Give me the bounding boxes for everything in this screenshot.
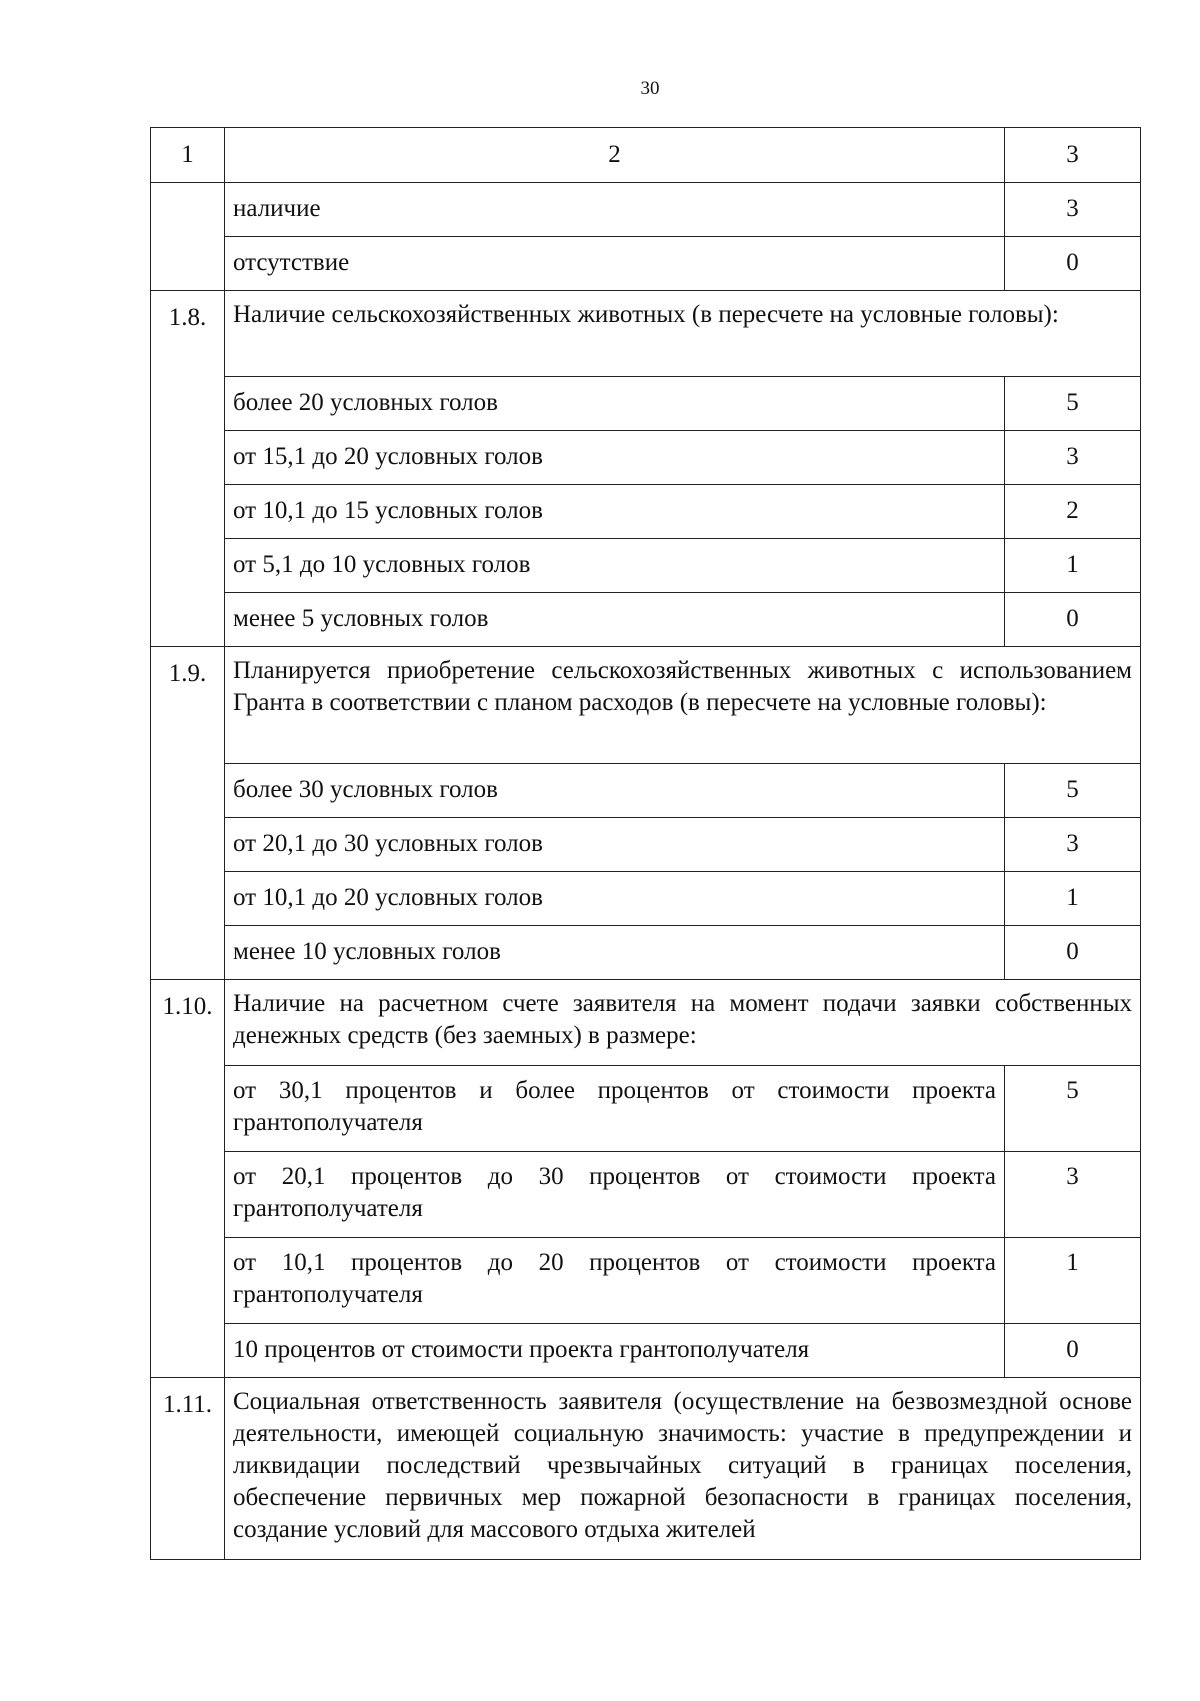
criterion-option: от 15,1 до 20 условных голов bbox=[225, 431, 1005, 485]
criterion-title: Социальная ответственность заявителя (осуществление на безвозмездной основе деятельности, имеющей социальную значимость: участие в предупреждении и ликвидации последствий чрезвычайных ситуаций в границах поселения, обеспечение первичных мер пожарной безопасности в границах поселения, создание условий для массового отдыха жителей bbox=[225, 1378, 1141, 1560]
criterion-number: 1.9. bbox=[151, 647, 225, 980]
table-row bbox=[151, 485, 1141, 539]
score-cell: 5 bbox=[1005, 1066, 1141, 1152]
table-row bbox=[151, 764, 1141, 818]
criterion-number: 1.11. bbox=[151, 1378, 225, 1560]
table-row bbox=[151, 647, 1141, 764]
score-cell: 0 bbox=[1005, 1324, 1141, 1378]
score-cell: 2 bbox=[1005, 485, 1141, 539]
criterion-option: от 10,1 процентов до 20 процентов от стоимости проекта грантополучателя bbox=[225, 1238, 1005, 1324]
header-col-3: 3 bbox=[1005, 128, 1141, 183]
score-cell: 5 bbox=[1005, 764, 1141, 818]
table-row bbox=[151, 818, 1141, 872]
table-row bbox=[151, 237, 1141, 291]
table-row bbox=[151, 1238, 1141, 1324]
criterion-option: более 20 условных голов bbox=[225, 377, 1005, 431]
page-number: 30 bbox=[640, 78, 660, 99]
score-cell: 1 bbox=[1005, 539, 1141, 593]
score-cell: 0 bbox=[1005, 593, 1141, 647]
criterion-option: более 30 условных голов bbox=[225, 764, 1005, 818]
table-row bbox=[151, 593, 1141, 647]
criterion-title: Наличие сельскохозяйственных животных (в пересчете на условные головы): bbox=[225, 291, 1141, 377]
criterion-option: наличие bbox=[225, 183, 1005, 237]
score-cell: 3 bbox=[1005, 183, 1141, 237]
table-row bbox=[151, 183, 1141, 237]
header-col-2: 2 bbox=[225, 128, 1005, 183]
score-cell: 0 bbox=[1005, 926, 1141, 980]
header-col-1: 1 bbox=[151, 128, 225, 183]
table-row bbox=[151, 980, 1141, 1066]
score-cell: 1 bbox=[1005, 872, 1141, 926]
table-row bbox=[151, 1066, 1141, 1152]
score-cell: 5 bbox=[1005, 377, 1141, 431]
table-row bbox=[151, 291, 1141, 377]
score-cell: 3 bbox=[1005, 431, 1141, 485]
criterion-option: от 10,1 до 15 условных голов bbox=[225, 485, 1005, 539]
empty-number-cell bbox=[151, 183, 225, 291]
table-row bbox=[151, 431, 1141, 485]
score-cell: 0 bbox=[1005, 237, 1141, 291]
criterion-number: 1.8. bbox=[151, 291, 225, 647]
table-row bbox=[151, 1378, 1141, 1560]
criterion-option: отсутствие bbox=[225, 237, 1005, 291]
score-cell: 3 bbox=[1005, 818, 1141, 872]
score-cell: 1 bbox=[1005, 1238, 1141, 1324]
criterion-option: от 20,1 до 30 условных голов bbox=[225, 818, 1005, 872]
criterion-title: Наличие на расчетном счете заявителя на момент подачи заявки собственных денежных средств (без заемных) в размере: bbox=[225, 980, 1141, 1066]
criterion-option: менее 5 условных голов bbox=[225, 593, 1005, 647]
table-header-row bbox=[151, 128, 1141, 183]
criterion-option: от 10,1 до 20 условных голов bbox=[225, 872, 1005, 926]
table-row bbox=[151, 872, 1141, 926]
criterion-option: от 5,1 до 10 условных голов bbox=[225, 539, 1005, 593]
criterion-number: 1.10. bbox=[151, 980, 225, 1378]
criterion-title: Планируется приобретение сельскохозяйственных животных с использованием Гранта в соответствии с планом расходов (в пересчете на условные головы): bbox=[225, 647, 1141, 764]
criterion-option: от 20,1 процентов до 30 процентов от стоимости проекта грантополучателя bbox=[225, 1152, 1005, 1238]
criterion-option: 10 процентов от стоимости проекта грантополучателя bbox=[225, 1324, 1005, 1378]
table-row bbox=[151, 377, 1141, 431]
table-row bbox=[151, 539, 1141, 593]
table-row bbox=[151, 1152, 1141, 1238]
criterion-option: менее 10 условных голов bbox=[225, 926, 1005, 980]
criterion-option: от 30,1 процентов и более процентов от стоимости проекта грантополучателя bbox=[225, 1066, 1005, 1152]
score-cell: 3 bbox=[1005, 1152, 1141, 1238]
criteria-table bbox=[150, 127, 1141, 1560]
table-row bbox=[151, 926, 1141, 980]
table-row bbox=[151, 1324, 1141, 1378]
